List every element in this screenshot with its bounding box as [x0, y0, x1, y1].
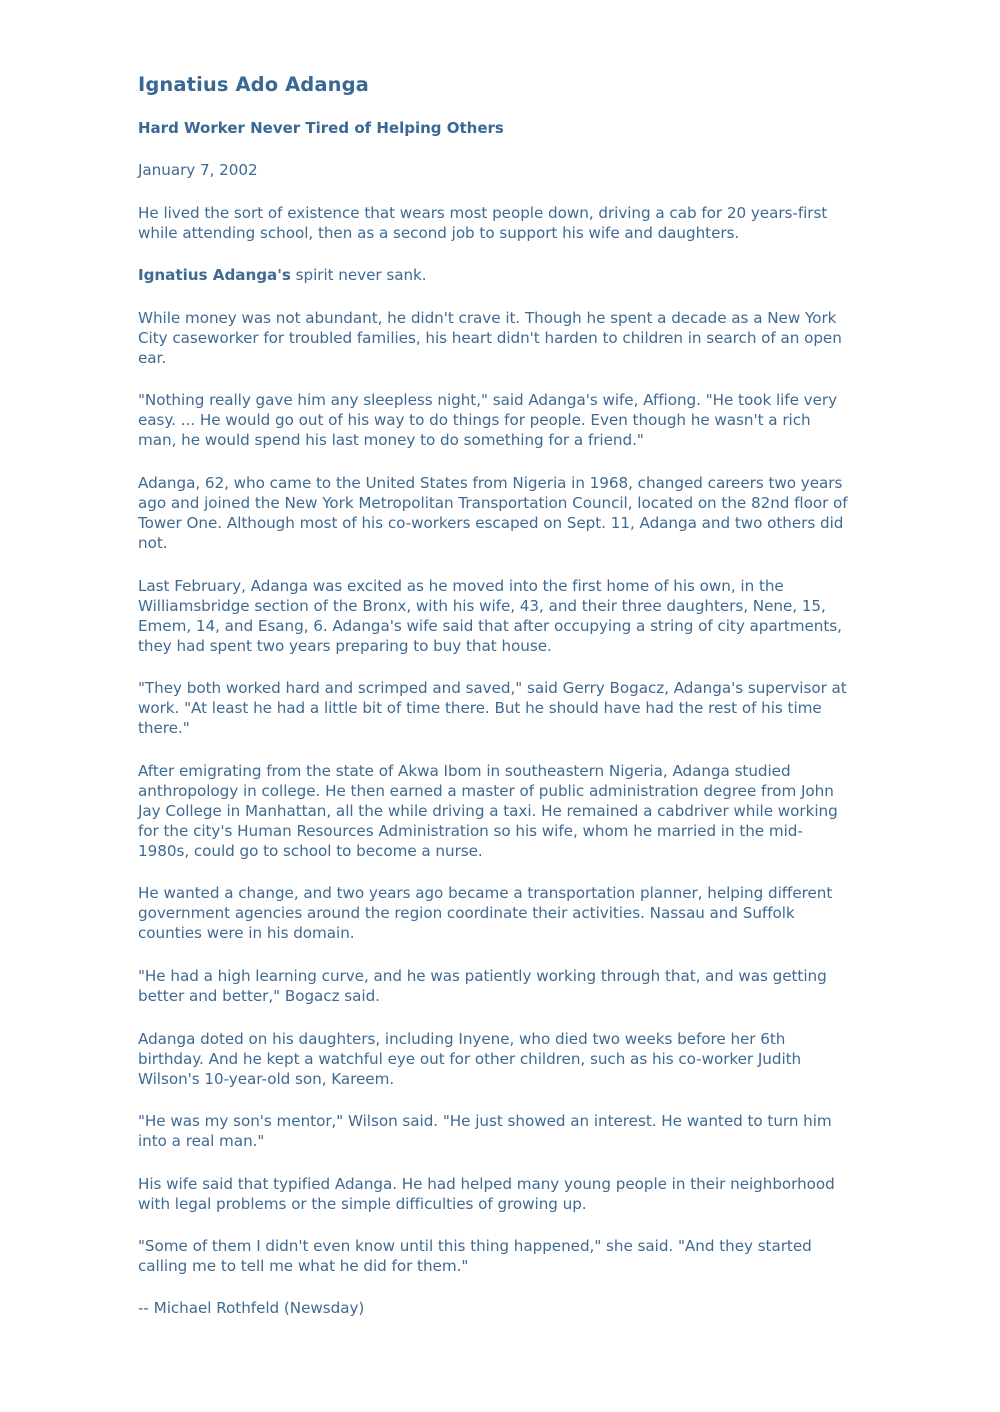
article-paragraph-intro: He lived the sort of existence that wears most people down, driving a cab for 20 years-first while attending school, then as a second job to support his wife and daughters.: [138, 203, 828, 242]
article-paragraph: While money was not abundant, he didn't crave it. Though he spent a decade as a New York City caseworker for troubled families, his heart didn't harden to children in search of an open ear.: [138, 308, 842, 367]
article-paragraph-spirit: [138, 265, 850, 285]
article-paragraph: He wanted a change, and two years ago became a transportation planner, helping different government agencies around the region coordinate their activities. Nassau and Suffolk counties were in his domain.: [138, 884, 833, 943]
article-subtitle: Hard Worker Never Tired of Helping Others: [138, 119, 504, 137]
article-paragraph: His wife said that typified Adanga. He had helped many young people in their neighborhood with legal problems or the simple difficulties of growing up.: [138, 1174, 835, 1213]
article-paragraph: "He had a high learning curve, and he was patiently working through that, and was getting better and better," Bogacz said.: [138, 966, 827, 1005]
article-byline: -- Michael Rothfeld (Newsday): [138, 1299, 365, 1318]
article-paragraph: Adanga, 62, who came to the United States from Nigeria in 1968, changed careers two years ago and joined the New York Metropolitan Transportation Council, located on the 82nd floor of Tower One. Although most of his co-workers escaped on Sept. 11, Adanga and two others did not.: [138, 473, 848, 552]
article-title: Ignatius Ado Adanga: [138, 73, 369, 96]
article-paragraph: "Nothing really gave him any sleepless night," said Adanga's wife, Affiong. "He took life very easy. ... He would go out of his way to do things for people. Even though he wasn't a rich man, he would spend his last money to do something for a friend.": [138, 391, 838, 450]
article: [138, 72, 850, 1318]
article-paragraph: Last February, Adanga was excited as he moved into the first home of his own, in the Williamsbridge section of the Bronx, with his wife, 43, and their three daughters, Nene, 15, Emem, 14, and Esang, 6. Adanga's wife said that after occupying a string of city apartments, they had spent two years preparing to buy that house.: [138, 576, 842, 655]
article-paragraph: "They both worked hard and scrimped and saved," said Gerry Bogacz, Adanga's supervisor at work. "At least he had a little bit of time there. But he should have had the rest of his time there.": [138, 679, 847, 738]
subject-name: Ignatius Adanga's: [138, 266, 291, 285]
article-paragraph: Adanga doted on his daughters, including Inyene, who died two weeks before her 6th birthday. And he kept a watchful eye out for other children, such as his co-worker Judith Wilson's 10-year-old son, Kareem.: [138, 1029, 802, 1088]
article-paragraph: "Some of them I didn't even know until this thing happened," she said. "And they started calling me to tell me what he did for them.": [138, 1237, 812, 1276]
article-paragraph: "He was my son's mentor," Wilson said. "He just showed an interest. He wanted to turn him into a real man.": [138, 1112, 832, 1151]
article-paragraph: After emigrating from the state of Akwa Ibom in southeastern Nigeria, Adanga studied anthropology in college. He then earned a master of public administration degree from John Jay College in Manhattan, all the while driving a taxi. He remained a cabdriver while working for the city's Human Resources Administration so his wife, whom he married in the mid-1980s, could go to school to become a nurse.: [138, 761, 838, 860]
article-date: January 7, 2002: [138, 161, 258, 179]
spirit-text: spirit never sank.: [290, 266, 427, 285]
